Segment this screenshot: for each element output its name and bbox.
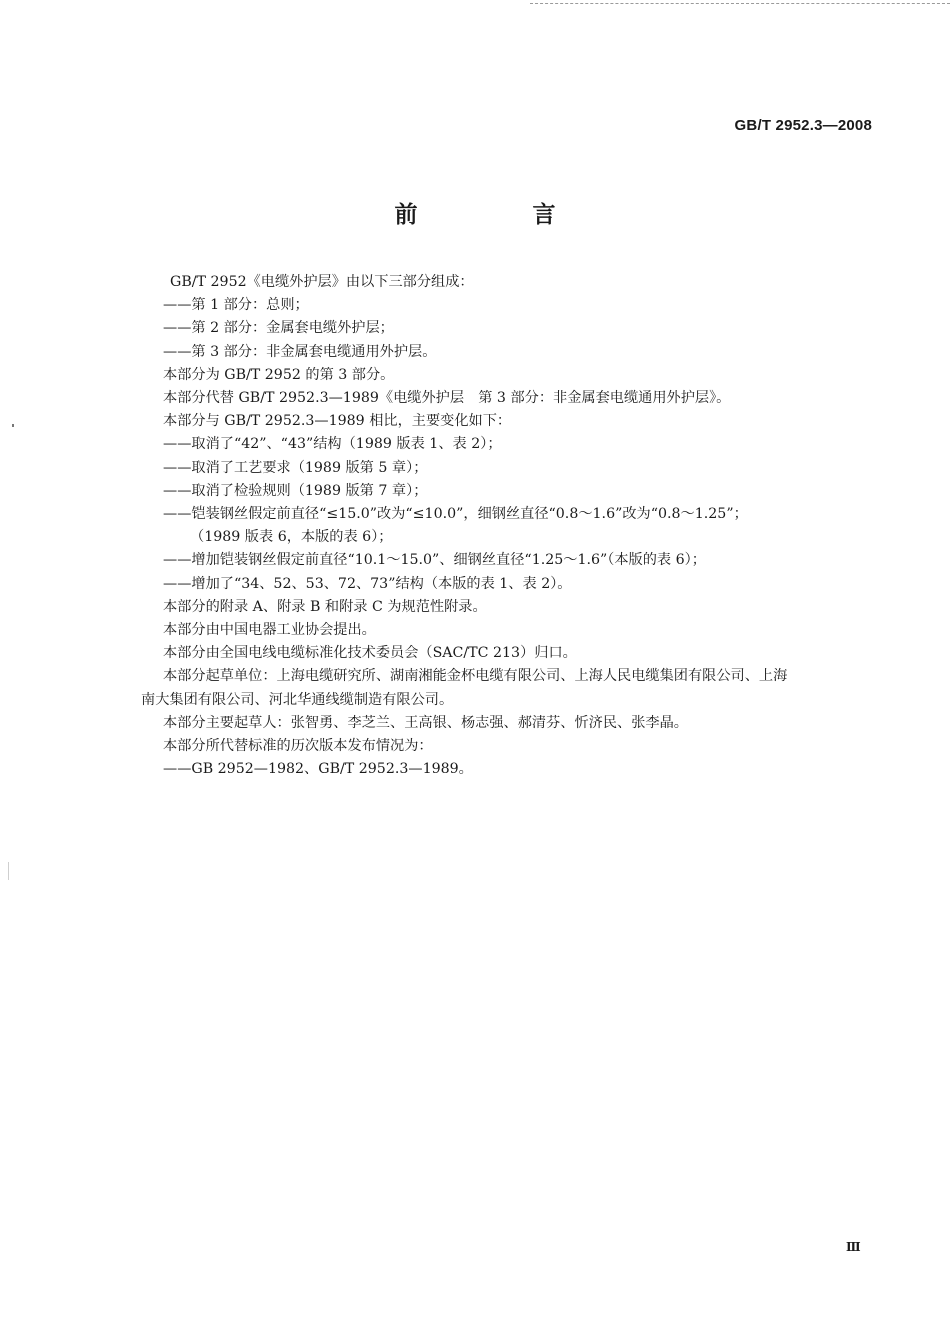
scan-mark [8, 862, 9, 880]
page-title: 前 言 [394, 202, 602, 228]
list-item: ——增加铠装钢丝假定前直径“10.1～15.0”、细钢丝直径“1.25～1.6”（本版的表 6）； [163, 552, 706, 569]
list-item: ——增加了“34、52、53、72、73”结构（本版的表 1、表 2）。 [163, 575, 572, 592]
list-item: ——铠装钢丝假定前直径“≤15.0”改为“≤10.0”，细钢丝直径“0.8～1.6”改为“0.8～1.25”； [163, 506, 748, 523]
list-item: ——第 1 部分：总则； [163, 297, 309, 314]
paragraph-line: GB/T 2952《电缆外护层》由以下三部分组成： [170, 274, 474, 290]
paragraph-line: 本部分为 GB/T 2952 的第 3 部分。 [163, 366, 395, 383]
foreword-body [141, 271, 878, 781]
paragraph-line: 本部分的附录 A、附录 B 和附录 C 为规范性附录。 [163, 598, 487, 615]
paragraph-line: 南大集团有限公司、河北华通线缆制造有限公司。 [141, 691, 454, 708]
scan-edge-top [530, 3, 950, 4]
list-item: ——取消了工艺要求（1989 版第 5 章）； [163, 459, 428, 476]
list-item: ——第 3 部分：非金属套电缆通用外护层。 [163, 343, 437, 360]
paragraph-line: 本部分由全国电线电缆标准化技术委员会（SAC/TC 213）归口。 [163, 645, 577, 662]
list-item: ——GB 2952—1982、GB/T 2952.3—1989。 [163, 761, 473, 778]
paragraph-line: 本部分与 GB/T 2952.3—1989 相比，主要变化如下： [163, 413, 512, 430]
list-item: ——取消了检验规则（1989 版第 7 章）； [163, 482, 428, 499]
page-number: Ⅲ [846, 1240, 861, 1254]
paragraph-line: 本部分由中国电器工业协会提出。 [163, 622, 376, 639]
paragraph-line: 本部分所代替标准的历次版本发布情况为： [163, 738, 433, 755]
list-item: ——第 2 部分：金属套电缆外护层； [163, 320, 394, 337]
paragraph-line: 本部分主要起草人：张智勇、李芝兰、王高银、杨志强、郝清芬、忻济民、张李晶。 [163, 714, 688, 731]
list-item: ——取消了“42”、“43”结构（1989 版表 1、表 2）； [163, 436, 502, 453]
standard-code: GB/T 2952.3—2008 [734, 117, 872, 134]
paragraph-line: 本部分代替 GB/T 2952.3—1989《电缆外护层 第 3 部分：非金属套电缆通用外护层》。 [163, 390, 731, 407]
list-item-continuation: （1989 版表 6，本版的表 6）； [190, 529, 393, 546]
paragraph-line: 本部分起草单位：上海电缆研究所、湖南湘能金杯电缆有限公司、上海人民电缆集团有限公司、上海 [163, 668, 788, 685]
scan-mark [12, 424, 14, 427]
